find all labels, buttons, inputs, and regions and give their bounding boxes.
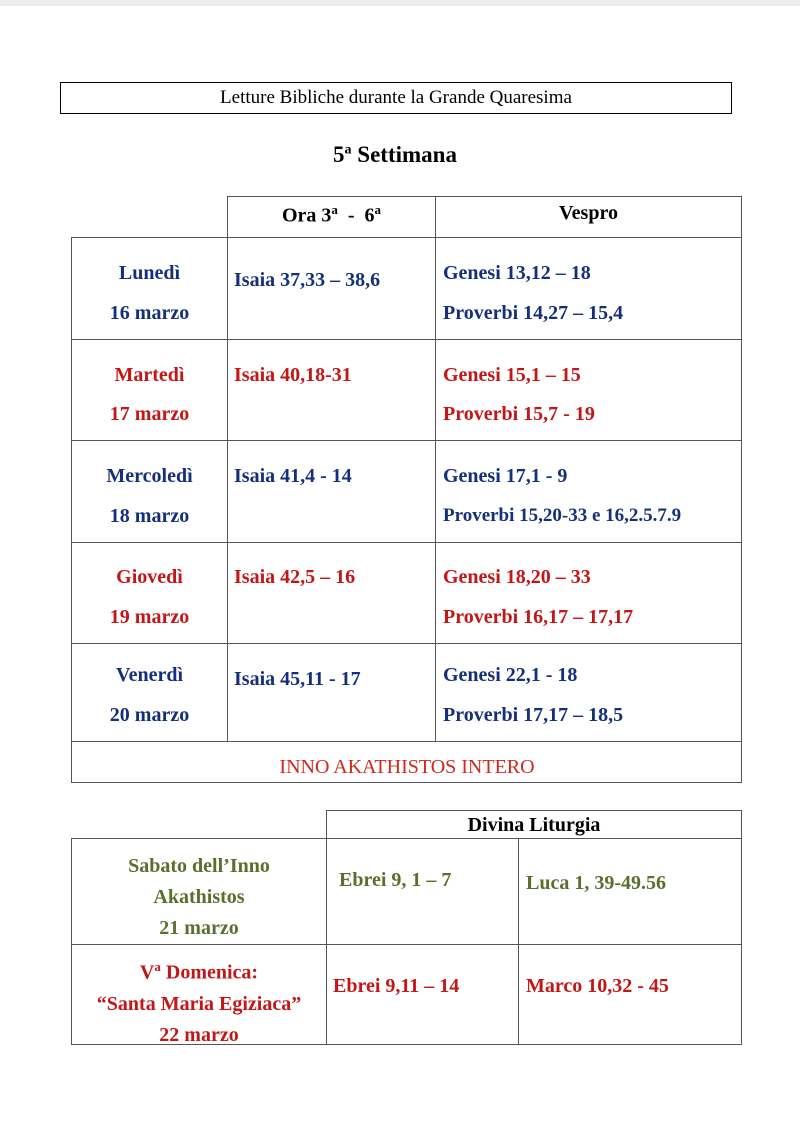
row-vespro-reading-2: Proverbi 17,17 – 18,5 [443,704,624,726]
liturgy-gospel: Marco 10,32 - 45 [526,975,669,997]
liturgy-epistle: Ebrei 9, 1 – 7 [339,869,452,891]
inno-akathistos-note: INNO AKATHISTOS INTERO [279,756,535,778]
row-vespro-reading-1: Genesi 22,1 - 18 [443,664,578,686]
row-vespro-reading-2: Proverbi 16,17 – 17,17 [443,606,634,628]
row-date: 18 marzo [109,505,190,527]
row-vespro-reading-2: Proverbi 15,20-33 e 16,2.5.7.9 [443,505,682,526]
row-ore-reading: Isaia 41,4 - 14 [234,465,352,487]
week-label: Settimana [357,142,457,167]
row-day: Martedì [114,364,185,386]
row-ore-reading: Isaia 42,5 – 16 [234,566,356,588]
row-vespro-reading-1: Genesi 15,1 – 15 [443,364,581,386]
week-title [0,142,790,168]
row-vespro-reading-2: Proverbi 14,27 – 15,4 [443,302,624,324]
top-edge [0,0,800,6]
row-day: Giovedì [116,566,183,588]
liturgy-gospel: Luca 1, 39-49.56 [526,872,666,894]
row-vespro-reading-2: Proverbi 15,7 - 19 [443,403,595,425]
row-date: 16 marzo [109,302,190,324]
liturgy-day: Sabato dell’Inno Akathistos 21 marzo [128,855,270,939]
week-number: 5 [333,142,345,167]
column-header-divina-liturgia: Divina Liturgia [467,814,601,836]
week-ordinal: a [344,142,352,158]
row-date: 19 marzo [109,606,190,628]
row-date: 20 marzo [109,704,190,726]
row-date: 17 marzo [109,403,190,425]
document-title: Letture Bibliche durante la Grande Quaresima [60,82,732,114]
row-vespro-reading-1: Genesi 17,1 - 9 [443,465,568,487]
column-header-vespro: Vespro [559,202,618,224]
column-header-ore: Ora 3$^a$ - 6$^a$ [281,202,382,227]
row-ore-reading: Isaia 40,18-31 [234,364,352,386]
row-day: Mercoledì [106,465,193,487]
row-ore-reading: Isaia 37,33 – 38,6 [234,269,381,291]
row-ore-reading: Isaia 45,11 - 17 [234,668,361,690]
liturgy-epistle: Ebrei 9,11 – 14 [333,975,460,997]
liturgy-day: $V^a$ Domenica: “Santa Maria Egiziaca” 22 marzo [96,959,302,1046]
row-vespro-reading-1: Genesi 13,12 – 18 [443,262,591,284]
row-day: Venerdì [115,664,184,686]
row-vespro-reading-1: Genesi 18,20 – 33 [443,566,591,588]
row-day: Lunedì [118,262,181,284]
